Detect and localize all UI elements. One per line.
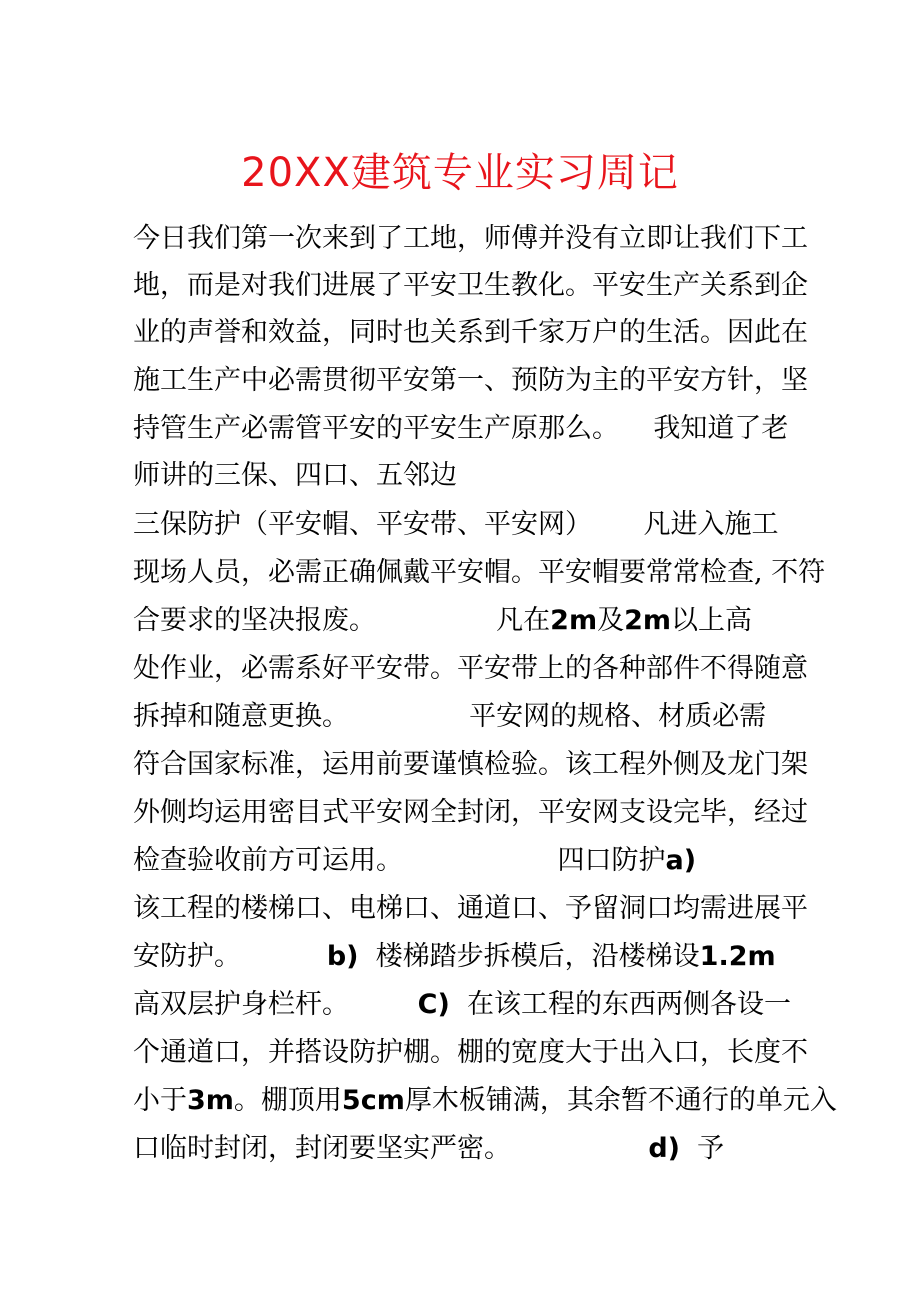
text-run: 三保防护（平安帽、平安带、平安网） 凡进入施工 <box>133 509 779 540</box>
text-run: 予 <box>680 1133 725 1164</box>
paragraph-line <box>133 1029 808 1077</box>
paragraph-line <box>133 262 808 310</box>
bold-run: 3m <box>187 1085 234 1116</box>
text-run: 现场人员，必需正确佩戴平安帽。平安帽要常常检查, 不符 <box>133 557 826 588</box>
bold-run: 2m <box>550 605 598 636</box>
paragraph-line <box>133 741 808 789</box>
paragraph-line <box>133 357 808 405</box>
text-run: 施工生产中必需贯彻平安第一、预防为主的平安方针，坚 <box>133 365 808 396</box>
paragraph-line <box>133 501 793 549</box>
text-run: 。棚顶用 <box>233 1085 342 1116</box>
text-run: 持管生产必需管平安的平安生产原那么。 我知道了老 <box>133 413 789 444</box>
bold-run: d) <box>648 1133 680 1164</box>
paragraph-line <box>133 1125 793 1173</box>
text-run: 地，而是对我们进展了平安卫生教化。平安生产关系到企 <box>133 270 808 301</box>
text-run: 厚木板铺满，其余暂不通行的单元入 <box>404 1085 837 1116</box>
paragraph-line <box>133 645 808 693</box>
bold-run: C) <box>417 989 450 1020</box>
text-run: 合要求的坚决报废。 凡在 <box>133 605 551 636</box>
text-run: 符合国家标准，运用前要谨慎检验。该工程外侧及龙门架 <box>133 749 808 780</box>
document-title: 20XX建筑专业实习周记 <box>241 150 679 196</box>
text-run: 小于 <box>133 1085 187 1116</box>
paragraph-line <box>133 837 793 885</box>
paragraph-line <box>133 597 793 645</box>
text-run: 个通道口，并搭设防护棚。棚的宽度大于出入口，长度不 <box>133 1037 808 1068</box>
text-run: 师讲的三保、四口、五邻边 <box>133 460 457 491</box>
text-run: 检查验收前方可运用。 四口防护 <box>133 845 666 876</box>
text-run: 处作业，必需系好平安带。平安带上的各种部件不得随意 <box>133 653 808 684</box>
paragraph-line <box>133 549 826 597</box>
paragraph-line <box>133 885 808 933</box>
text-run: 外侧均运用密目式平安网全封闭，平安网支设完毕，经过 <box>133 797 808 828</box>
text-run: 安防护。 <box>133 941 327 972</box>
text-run: 以上高 <box>671 605 752 636</box>
bold-run: 1.2m <box>699 941 776 972</box>
text-run: 今日我们第一次来到了工地，师傅并没有立即让我们下工 <box>133 223 808 254</box>
bold-run: a) <box>665 845 697 876</box>
paragraph-line <box>133 452 793 500</box>
text-run: 拆掉和随意更换。 平安网的规格、材质必需 <box>133 701 767 732</box>
text-run: 高双层护身栏杆。 <box>133 989 418 1020</box>
bold-run: b) <box>326 941 359 972</box>
paragraph-line <box>133 693 793 741</box>
text-run: 口临时封闭，封闭要坚实严密。 <box>133 1133 649 1164</box>
text-run: 该工程的楼梯口、电梯口、通道口、予留洞口均需进展平 <box>133 893 808 924</box>
text-run: 业的声誉和效益，同时也关系到千家万户的生活。因此在 <box>133 317 808 348</box>
paragraph-line <box>133 933 793 981</box>
bold-run: 2m <box>624 605 671 636</box>
paragraph-line <box>133 215 808 263</box>
paragraph-line <box>133 981 793 1029</box>
text-run: 楼梯踏步拆模后，沿楼梯设 <box>358 941 700 972</box>
paragraph-line <box>133 309 808 357</box>
paragraph-line <box>133 1077 837 1125</box>
paragraph-line <box>133 789 808 837</box>
text-run: 及 <box>597 605 625 636</box>
text-run: 在该工程的东西两侧各设一 <box>449 989 791 1020</box>
bold-run: 5cm <box>341 1085 405 1116</box>
paragraph-line <box>133 405 793 453</box>
